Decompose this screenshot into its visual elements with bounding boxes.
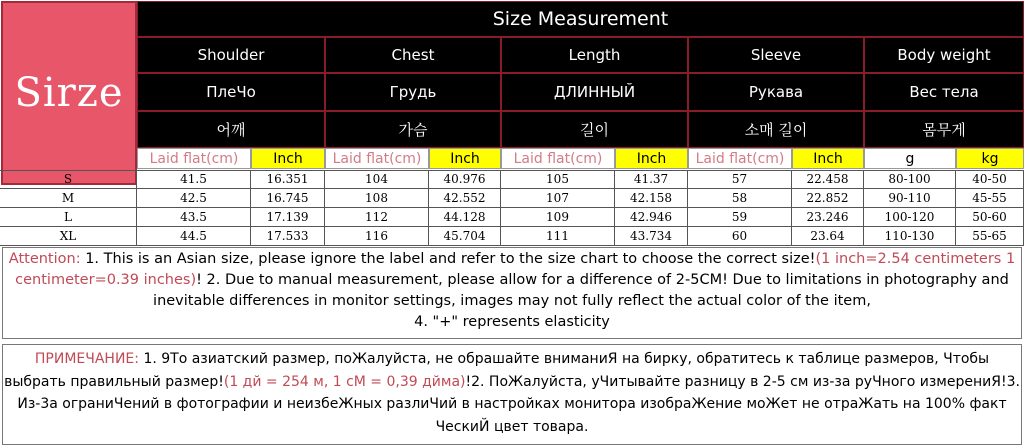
table-cell: 45-55: [956, 189, 1024, 208]
note-text: 4. "+" represents elasticity: [414, 314, 610, 330]
table-cell: 22.852: [792, 189, 864, 208]
table-cell: 44.128: [429, 208, 501, 227]
table-cell: 59: [688, 208, 792, 227]
table-cell: 104: [325, 170, 429, 189]
table-cell: 40.976: [429, 170, 501, 189]
attention-label: ПРИМЕЧАНИЕ:: [34, 351, 139, 367]
col-header-ru: Рукава: [688, 73, 864, 111]
table-cell: 107: [501, 189, 615, 208]
attention-note-en: [2, 247, 1022, 339]
col-header-ru: Вес тела: [864, 73, 1024, 111]
table-cell: 17.533: [251, 227, 325, 246]
size-label: M: [0, 189, 137, 208]
size-label: L: [0, 208, 137, 227]
table-cell: 40-50: [956, 170, 1024, 189]
table-top-border: [0, 170, 1024, 171]
table-cell: 110-130: [864, 227, 956, 246]
table-cell: 80-100: [864, 170, 956, 189]
brand-logo: [1, 1, 137, 185]
table-cell: 43.734: [615, 227, 688, 246]
unit-g: g: [864, 148, 956, 169]
note-text: 1. This is an Asian size, please ignore the label and refer to the size chart to choose the correct size!: [80, 251, 816, 267]
conversion-text: (1 inch=2.54 centimeters 1 centimeter=0.39 inches): [15, 251, 1016, 288]
brand-name: Sirze: [14, 70, 124, 116]
table-cell: 42.552: [429, 189, 501, 208]
col-header-ko: 어깨: [137, 111, 325, 148]
col-header-ko: 몸무게: [864, 111, 1024, 148]
col-header-ko: 가슴: [325, 111, 501, 148]
attention-note-ru: [2, 344, 1022, 445]
table-cell: 16.351: [251, 170, 325, 189]
unit-inch: Inch: [251, 148, 325, 169]
table-cell: 41.37: [615, 170, 688, 189]
table-cell: 23.246: [792, 208, 864, 227]
col-header-ru: ПлеЧо: [137, 73, 325, 111]
col-header-en: Shoulder: [137, 37, 325, 73]
col-header-ko: 소매 길이: [688, 111, 864, 148]
table-cell: 60: [688, 227, 792, 246]
col-header-en: Chest: [325, 37, 501, 73]
unit-inch: Inch: [792, 148, 864, 169]
col-header-en: Body weight: [864, 37, 1024, 73]
table-cell: 42.158: [615, 189, 688, 208]
col-header-ru: Грудь: [325, 73, 501, 111]
table-cell: 90-110: [864, 189, 956, 208]
note-text: 1. 9То азиатский размер, поЖалуйста, не обрашайте вниманиЯ на бирку, обратитесь к таблице размеров, Чтобы выбрать правильный размер!: [4, 351, 990, 390]
table-cell: 42.946: [615, 208, 688, 227]
table-cell: 42.5: [137, 189, 251, 208]
chart-title: Size Measurement: [137, 1, 1024, 37]
table-cell: 109: [501, 208, 615, 227]
table-cell: 57: [688, 170, 792, 189]
table-cell: 108: [325, 189, 429, 208]
conversion-text: (1 дй = 254 м, 1 сМ = 0,39 дйма): [223, 373, 466, 390]
unit-laid-flat: Laid flat(cm): [325, 148, 429, 169]
table-cell: 22.458: [792, 170, 864, 189]
size-label: XL: [0, 227, 137, 246]
attention-label: Attention:: [8, 251, 81, 267]
table-cell: 58: [688, 189, 792, 208]
unit-laid-flat: Laid flat(cm): [688, 148, 792, 169]
table-cell: 23.64: [792, 227, 864, 246]
col-header-ru: ДЛИННЫЙ: [501, 73, 688, 111]
table-cell: 43.5: [137, 208, 251, 227]
size-label: S: [0, 170, 137, 189]
table-cell: 112: [325, 208, 429, 227]
note-text: !2. ПоЖалуйста, уЧитывайте разницу в 2-5 см из-за руЧного измерениЯ!3. Из-3а ограниЧений в фотографии и неизбеЖных разлиЧий в настройках монитора изобраЖение моЖет не отраЖать на 100% факт ЧескиЙ цвет товара.: [17, 373, 1020, 435]
table-cell: 17.139: [251, 208, 325, 227]
col-header-ko: 길이: [501, 111, 688, 148]
table-cell: 55-65: [956, 227, 1024, 246]
col-header-en: Length: [501, 37, 688, 73]
note-text: ! 2. Due to manual measurement, please allow for a difference of 2-5CM! Due to limitations in photography and inevitable differences in monitor settings, images may not fully reflect the actual color of the item,: [153, 272, 1009, 309]
col-header-en: Sleeve: [688, 37, 864, 73]
table-cell: 50-60: [956, 208, 1024, 227]
table-cell: 16.745: [251, 189, 325, 208]
unit-inch: Inch: [615, 148, 688, 169]
table-cell: 111: [501, 227, 615, 246]
table-cell: 44.5: [137, 227, 251, 246]
unit-laid-flat: Laid flat(cm): [501, 148, 615, 169]
unit-inch: Inch: [429, 148, 501, 169]
table-cell: 100-120: [864, 208, 956, 227]
table-cell: 41.5: [137, 170, 251, 189]
table-cell: 105: [501, 170, 615, 189]
table-cell: 116: [325, 227, 429, 246]
unit-laid-flat: Laid flat(cm): [137, 148, 251, 169]
table-cell: 45.704: [429, 227, 501, 246]
unit-kg: kg: [956, 148, 1024, 169]
